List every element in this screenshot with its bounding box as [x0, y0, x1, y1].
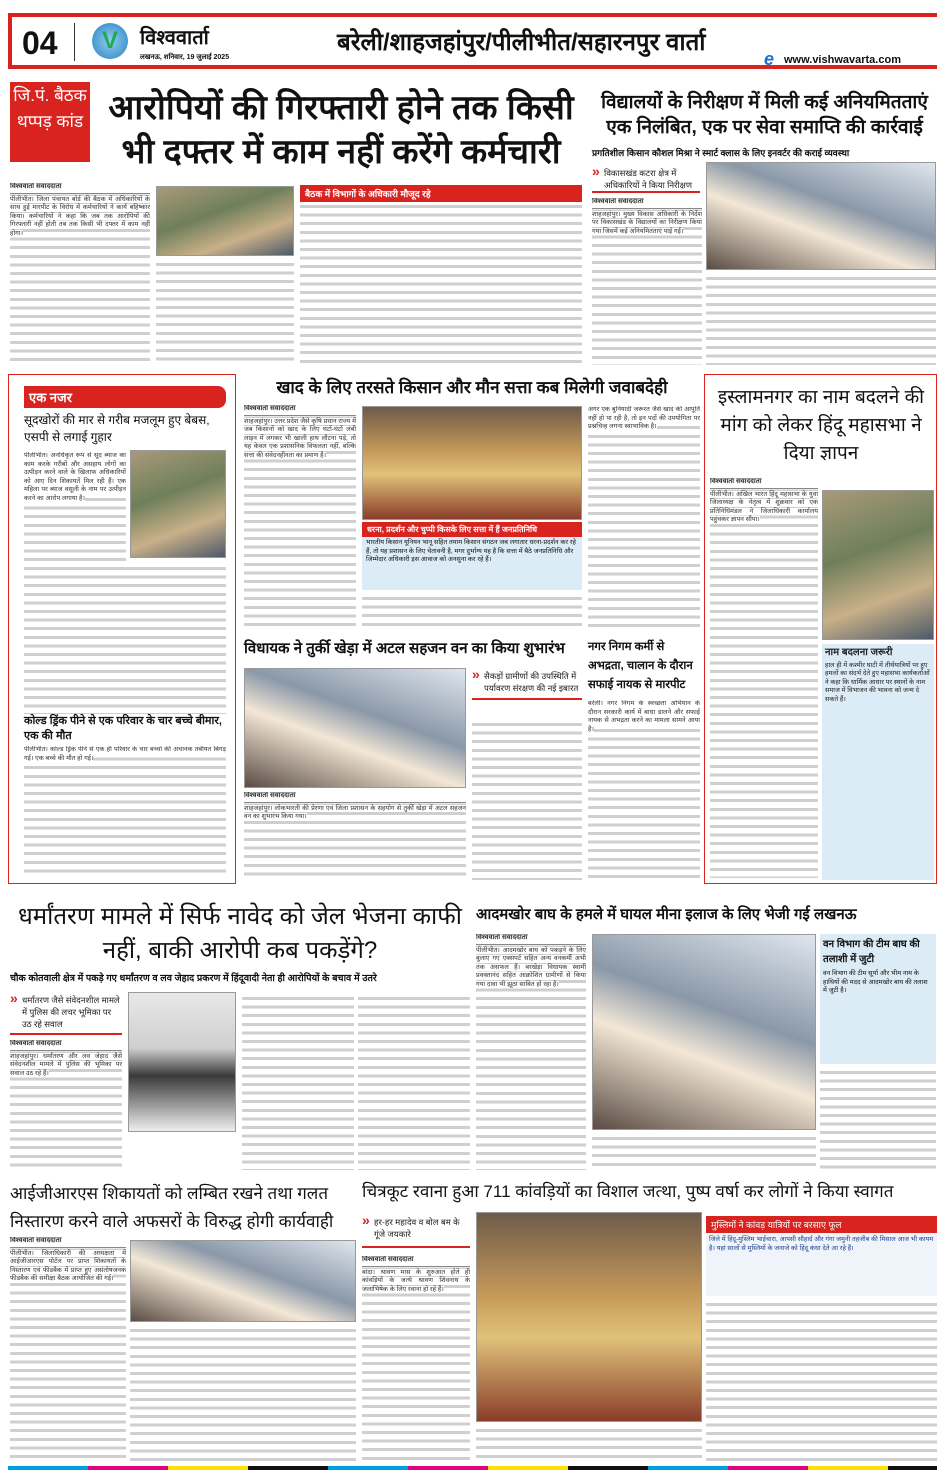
fertilizer-photo — [362, 406, 582, 520]
school-headline: विद्यालयों के निरीक्षण में मिली कई अनियमितताएं एक निलंबित, एक पर सेवा समाप्ति की कार्रवाई — [601, 92, 928, 138]
fertilizer-box: धरना, प्रदर्शन और चुप्पी किसके लिए सत्ता में हैं जनप्रतिनिधि भारतीय किसान यूनियन भानू सहित तमाम किसान संगठन जब लगातार धरना-प्रदर्शन कर रहे हैं, तो यह प्रशासन के लिए चेतावनी है, मगर दुर्भाग्य यह है कि सत्ता में बैठे जनप्रतिनिधि और जिम्मेदार अधिकारी इस आवाज को अनसुना कर रहे हैं। — [362, 522, 582, 590]
kanwar-bullet: » हर-हर महादेव व बोल बम के गूंजे जयकारे — [362, 1216, 470, 1248]
tiger-photo — [592, 934, 816, 1130]
lead-photo — [156, 186, 294, 256]
cold-drink-body: पीलीभीत। कोल्ड ड्रिंक पीने से एक ही परिवार के चार बच्चों की अचानक तबीयत बिगड़ गई। एक बच्चे की मौत हो गई। — [24, 746, 226, 878]
fertilizer-headline: खाद के लिए तरसते किसान और मौन सत्ता कब मिलेगी जवाबदेही — [276, 378, 668, 397]
conversion-body: विश्ववार्ता संवाददाता शाहजहांपुर। धर्मांतरण और लव जेहाद जैसे संवेदनशील मामले में पुलिस की भूमिका पर सवाल उठ रहे हैं। — [10, 1040, 122, 1170]
islamnagar-headline: इस्लामनगर का नाम बदलने की मांग को लेकर हिंदू महासभा ने दिया ज्ञापन — [717, 387, 925, 464]
mla-photo — [244, 668, 466, 788]
nagar-headline: नगर निगम कर्मी से अभद्रता, चालान के दौरान सफाई नायक से मारपीट — [588, 641, 693, 691]
islamnagar-photo — [822, 490, 934, 640]
ek-nazar-headline: सूदखोरों की मार से गरीब मजलूम हुए बेबस, एसपी से लगाई गुहार — [24, 413, 210, 444]
paper-name: विश्ववार्ता — [140, 27, 209, 49]
lead-headline: आरोपियों की गिरफ्तारी होने तक किसी भी दफ्तर में काम नहीं करेंगे कर्मचारी — [108, 89, 574, 171]
conversion-photo — [128, 992, 236, 1132]
logo-icon: V — [92, 23, 128, 59]
mla-body: विश्ववार्ता संवाददाता शाहजहांपुर। लोकभारती की प्रेरणा एवं जिला प्रशासन के सहयोग से तुर्की खेड़ा में अटल सहजन वन का शुभारंभ किया गया। — [244, 792, 466, 880]
school-bullet: » विकासखंड कटरा क्षेत्र में अधिकारियों ने किया निरीक्षण — [592, 167, 700, 193]
tiger-headline: आदमखोर बाघ के हमले में घायल मीना इलाज के लिए भेजी गई लखनऊ — [476, 906, 857, 923]
nagar-body: बरेली। नगर निगम के स्वच्छता अभियान के दौरान सरकारी कार्य में बाधा डालने और सफाई नायक से अभद्रता करने का मामला सामने आया है। — [588, 700, 700, 880]
section-tag: जि.पं. बैठक थप्पड़ कांड — [10, 82, 90, 162]
kanwar-box: मुस्लिमों ने कांवड़ यात्रियों पर बरसाए फूल जिले में हिंदू-मुस्लिम भाईचारा, आपसी सौहार्द और गंगा जमुनी तहजीब की मिसाल आज भी कायम है। यहां सालों से मुस्लिमों के जनाजे को हिंदू कंधा देते आ रहे हैं। — [706, 1216, 937, 1296]
igrs-headline: आईजीआरएस शिकायतों को लम्बित रखने तथा गलत निस्तारण करने वाले अफसरों के विरुद्ध होगी कार्यवाही — [10, 1184, 334, 1231]
islamnagar-body: विश्ववार्ता संवाददाता पीलीभीत। अखिल भारत हिंदू महासभा के युवा जिलाध्यक्ष के नेतृत्व में शुक्रवार को एक प्रतिनिधिमंडल ने जिलाधिकारी कार्यालय पहुंचकर ज्ञापन सौंपा। — [710, 478, 818, 878]
page-number: 04 — [22, 25, 58, 61]
dateline: लखनऊ, शनिवार, 19 जुलाई 2025 — [140, 54, 230, 61]
school-subhead: प्रगतिशील किसान कौशल मिश्रा ने स्मार्ट क्लास के लिए इनवर्टर की कराई व्यवस्था — [592, 148, 850, 158]
fertilizer-body: विश्ववार्ता संवाददाता शाहजहांपुर। उत्तर प्रदेश जैसे कृषि प्रधान राज्य में जब किसानों को खाद के लिए घंटों-घंटों लंबी लाइन में लगकर भी खाली हाथ लौटना पड़े, तो यह केवल एक प्रशासनिक विफलता नहीं, बल्कि सत्ता की संवेदनहीनता का प्रमाण है। — [244, 405, 356, 630]
tiger-body: विश्ववार्ता संवाददाता पीलीभीत। आदमखोर बाघ को पकड़ने के लिए बुलाए गए एक्सपर्ट सहित अन्य वनकर्मी अभी तक असफल हैं। बरखेड़ा विधायक स्वामी प्रवक्तानंद सहित आक्रोशित ग्रामीणों से किया गया दावा भी झूठा साबित हो रहा है। — [476, 934, 586, 1170]
conversion-subhead: चौक कोतवाली क्षेत्र में पकड़े गए धर्मांतरण व लव जेहाद प्रकरण में हिंदूवादी नेता ही आरोपियों के बचाव में उतरे — [10, 973, 377, 984]
mla-bullet: » सैकड़ों ग्रामीणों की उपस्थिति में पर्यावरण संरक्षण की नई इबारत — [472, 670, 582, 700]
fertilizer-body-right: अगर एक बुनियादी जरूरत जैसे खाद की आपूर्ति नहीं हो पा रही है, तो इन पदों की उपयोगिता पर प्रश्नचिन्ह लगना स्वाभाविक है। — [588, 406, 700, 630]
kanwar-photo — [476, 1212, 702, 1422]
ek-nazar-title: एक नजर — [24, 386, 226, 408]
lead-subbar: बैठक में विभागों के अधिकारी मौजूद रहे — [300, 185, 582, 202]
igrs-body: विश्ववार्ता संवाददाता पीलीभीत। जिलाधिकारी की अध्यक्षता में आईजीआरएस पोर्टल पर प्राप्त शिकायतों के निस्तारण एवं फीडबैक में प्राप्त हुए असंतोषजनक फीडबैक की समीक्षा बैठक आयोजित की गई। — [10, 1237, 126, 1462]
kanwar-body: विश्ववार्ता संवाददाता बांदा। श्रावण मास के शुरुआत होते ही कांवड़ियों के जत्थे श्रावण शिवनाथ के जलाभिषेक के लिए रवाना हो रहे हैं। — [362, 1256, 470, 1462]
ek-nazar-photo — [130, 450, 226, 558]
conversion-bullet: » धर्मांतरण जैसे संवेदनशील मामले में पुलिस की लचर भूमिका पर उठ रहे सवाल — [10, 994, 122, 1035]
mla-headline: विधायक ने तुर्की खेड़ा में अटल सहजन वन का किया शुभारंभ — [244, 640, 565, 657]
edition-title: बरेली/शाहजहांपुर/पीलीभीत/सहारनपुर वार्ता — [337, 29, 706, 56]
lead-body: विश्ववार्ता संवाददाता पीलीभीत। जिला पंचायत बोर्ड की बैठक में अधिकारियों के साथ हुई मारपीट के विरोध में कर्मचारियों ने कार्य बहिष्कार किया। कर्मचारियों ने कहा कि जब तक आरोपियों की गिरफ्तारी नहीं होती तब तक किसी भी दफ्तर में काम नहीं होगा। — [10, 183, 150, 365]
igrs-photo — [130, 1240, 356, 1322]
conversion-headline: धर्मांतरण मामले में सिर्फ नावेद को जेल भेजना काफी नहीं, बाकी आरोपी कब पकड़ेंगे? — [18, 903, 462, 964]
color-strip — [8, 1466, 937, 1470]
ie-icon: e — [764, 49, 775, 69]
kanwar-headline: चित्रकूट रवाना हुआ 711 कांवड़ियों का विशाल जत्था, पुष्प वर्षा कर लोगों ने किया स्वागत — [362, 1182, 894, 1201]
masthead — [8, 13, 937, 69]
islamnagar-box: नाम बदलना जरूरी हाल ही में कश्मीर घाटी में तीर्थयात्रियों पर हुए हमलों का संदर्भ देते हुए महासभा कार्यकर्ताओं ने कहा कि धार्मिक आधार पर स्थानों के नाम समाज में विभाजन की भावना को जन्म दे सकते हैं। — [822, 644, 934, 880]
cold-drink-headline: कोल्ड ड्रिंक पीने से एक परिवार के चार बच्चे बीमार, एक की मौत — [24, 715, 222, 742]
website-link[interactable]: www.vishwavarta.com — [784, 54, 901, 66]
tiger-box: वन विभाग की टीम बाघ की तलाशी में जुटी वन विभाग की टीम सूर्या और भीम नाम के हाथियों की मदद से आदमखोर बाघ की तलाश में जुटी है। — [820, 934, 936, 1064]
school-photo — [706, 162, 936, 270]
school-body: विश्ववार्ता संवाददाता शाहजहांपुर। मुख्य विकास अधिकारी के निर्देश पर विकासखंड के विद्यालयों का निरीक्षण किया गया जिसमें कई अनियमितताएं पाई गईं। — [592, 198, 702, 365]
ek-nazar-body: पीलीभीत। अनधिकृत रूप से सूद ब्याज का काम करके गरीबों और असहाय लोगों का उत्पीड़न करने वाले के खिलाफ अधिकारियों को आए दिन शिकायतें मिल रही हैं। एक महिला पर ब्याज वसूली के नाम पर उत्पीड़न करने का आरोप लगाया है। — [24, 452, 126, 562]
